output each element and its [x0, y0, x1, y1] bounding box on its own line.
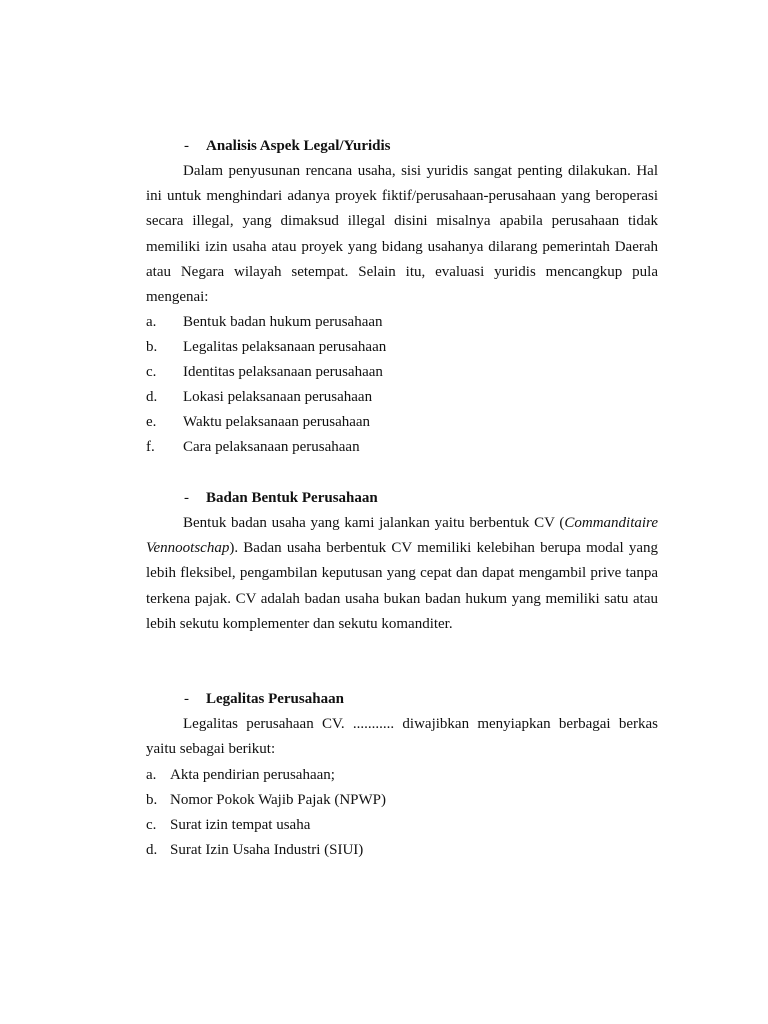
paragraph-text: Legalitas perusahaan CV. ........... diwajibkan menyiapkan berbagai berkas yaitu sebagai berikut: — [146, 716, 658, 758]
paragraph-text-before: Bentuk badan usaha yang kami jalankan yaitu berbentuk CV ( — [183, 515, 565, 531]
list-item-label: d. — [146, 842, 158, 859]
heading-title: Badan Bentuk Perusahaan — [206, 490, 378, 506]
list-item-label: e. — [146, 414, 157, 431]
list-item-label: c. — [146, 817, 157, 834]
list-item-label: d. — [146, 389, 158, 406]
list-item-text: Cara pelaksanaan perusahaan — [183, 439, 360, 456]
list-item-text: Waktu pelaksanaan perusahaan — [183, 414, 371, 431]
heading-title: Analisis Aspek Legal/Yuridis — [206, 138, 391, 154]
heading-dash: - — [184, 691, 189, 707]
list-item-label: a. — [146, 767, 157, 783]
list-item-text: Nomor Pokok Wajib Pajak (NPWP) — [170, 792, 387, 809]
section-paragraph-legal — [146, 159, 658, 310]
list-item-text: Akta pendirian perusahaan; — [170, 767, 335, 783]
section-paragraph-company-form — [146, 511, 658, 637]
paragraph-italic-term: Commanditaire Vennootschap — [146, 515, 658, 557]
list-item-label: a. — [146, 314, 157, 330]
list-item-label: b. — [146, 792, 158, 809]
list-item-text: Surat izin tempat usaha — [170, 817, 311, 834]
list-item-text: Lokasi pelaksanaan perusahaan — [183, 389, 373, 406]
list-item-text: Bentuk badan hukum perusahaan — [183, 314, 383, 330]
list-item-text: Surat Izin Usaha Industri (SIUI) — [170, 842, 364, 859]
list-item-text: Identitas pelaksanaan perusahaan — [183, 364, 383, 381]
heading-title: Legalitas Perusahaan — [206, 691, 344, 707]
list-item-text: Legalitas pelaksanaan perusahaan — [183, 339, 387, 356]
list-item-label: f. — [146, 439, 155, 456]
paragraph-text: Dalam penyusunan rencana usaha, sisi yuridis sangat penting dilakukan. Hal ini untuk menghindari adanya proyek fiktif/perusahaan-perusahaan yang beroperasi secara illegal, yang dimaksud illegal disini misalnya apabila perusahaan tidak memiliki izin usaha atau proyek yang bidang usahanya dilarang pemerintah Daerah atau Negara wilayah setempat. Selain itu, evaluasi yuridis mencangkup pula mengenai: — [146, 163, 658, 306]
heading-dash: - — [184, 490, 189, 506]
heading-dash: - — [184, 138, 189, 154]
list-item-label: b. — [146, 339, 158, 356]
paragraph-text-after: ). Badan usaha berbentuk CV memiliki kelebihan berupa modal yang lebih fleksibel, pengambilan keputusan yang cepat dan dapat mengambil prive tanpa terkena pajak. CV adalah badan usaha bukan badan hukum yang memiliki satu atau lebih sekutu komplementer dan sekutu komanditer. — [146, 540, 658, 632]
list-item-label: c. — [146, 364, 157, 381]
section-paragraph-legality — [146, 712, 658, 762]
